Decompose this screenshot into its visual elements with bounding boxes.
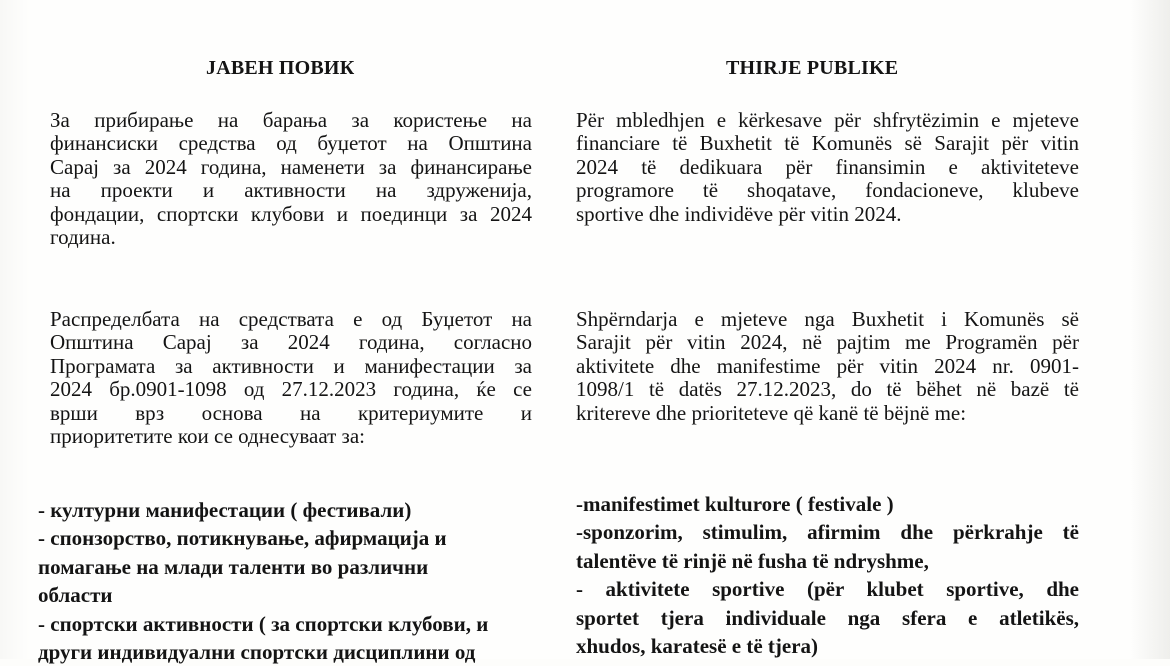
- text-line: фондации, спортски клубови и поединци за 2024: [50, 201, 532, 226]
- text-line: 1098/1 të datës 27.12.2023, do të bëhet në bazë të: [576, 377, 1079, 402]
- text-line: financiare të Buxhetit të Komunës së Sarajit për vitin: [576, 131, 1079, 156]
- list-item: други индивидуални спортски дисциплини од: [38, 640, 476, 665]
- text-line: на проекти и активности на здруженија,: [50, 178, 532, 203]
- list-item: - спонзорство, потикнување, афирмација и: [38, 526, 447, 551]
- text-line: Сарај за 2024 година, наменети за финансирање: [50, 154, 532, 179]
- list-item: - културни манифестации ( фестивали): [38, 498, 412, 522]
- text-line: 2024 бр.0901-1098 од 27.12.2023 година, ќе се: [50, 377, 532, 402]
- text-line: kritereve dhe prioriteteve që kanë të bëjnë me:: [576, 400, 967, 425]
- intro-paragraph-mk: [50, 109, 532, 249]
- list-item: области: [38, 583, 113, 608]
- list-item: - спортски активности ( за спортски клубови, и: [38, 611, 489, 636]
- text-line: приоритетите кои се однесуваат за:: [50, 424, 365, 449]
- text-line: sportive dhe individëve për vitin 2024.: [576, 201, 902, 226]
- text-line: 2024 të dedikuara për finansimin e aktiviteteve: [576, 154, 1079, 179]
- text-line: година.: [50, 225, 116, 250]
- intro-paragraph-sq: [576, 109, 1079, 226]
- list-item: xhudos, karatesë e të tjera): [576, 634, 819, 659]
- list-item: talentëve të rinjë në fusha të ndryshme,: [576, 548, 929, 573]
- list-item: sportet tjera individuale nga sfera e atletikës,: [576, 605, 1079, 630]
- document-title-sq: THIRJE PUBLIKE: [726, 57, 899, 79]
- document-title-mk: ЈАВЕН ПОВИК: [206, 57, 355, 79]
- list-item: - aktivitete sportive (për klubet sportive, dhe: [576, 577, 1079, 602]
- text-line: Shpërndarja e mjeteve nga Buxhetit i Komunës së: [576, 307, 1079, 331]
- text-line: Општина Сарај за 2024 година, согласно: [50, 330, 532, 355]
- text-line: aktivitete dhe manifestime për vitin 2024 nr. 0901-: [576, 353, 1079, 378]
- text-line: Sarajit për vitin 2024, në pajtim me Programën për: [576, 330, 1079, 355]
- list-item: -manifestimet kulturore ( festivale ): [576, 492, 894, 516]
- criteria-list-sq: [576, 490, 1079, 660]
- text-line: За прибирање на барања за користење на: [50, 108, 532, 132]
- text-line: врши врз основа на критериумите и: [50, 400, 532, 425]
- text-line: Për mbledhjen e kërkesave për shfrytëzimin e mjeteve: [576, 108, 1079, 132]
- list-item: -sponzorim, stimulim, afirmim dhe përkrahje të: [576, 520, 1079, 545]
- distribution-paragraph-mk: [50, 308, 532, 448]
- text-line: Програмата за активности и манифестации за: [50, 353, 532, 378]
- text-line: Распределбата на средствата е од Буџетот на: [50, 307, 532, 331]
- distribution-paragraph-sq: [576, 308, 1079, 425]
- text-line: финансиски средства од буџетот на Општина: [50, 131, 532, 156]
- scan-edge-shadow: [1130, 0, 1170, 659]
- criteria-list-mk: [38, 496, 508, 666]
- list-item: помагање на млади таленти во различни: [38, 554, 429, 579]
- text-line: programore të shoqatave, fondacioneve, klubeve: [576, 178, 1079, 203]
